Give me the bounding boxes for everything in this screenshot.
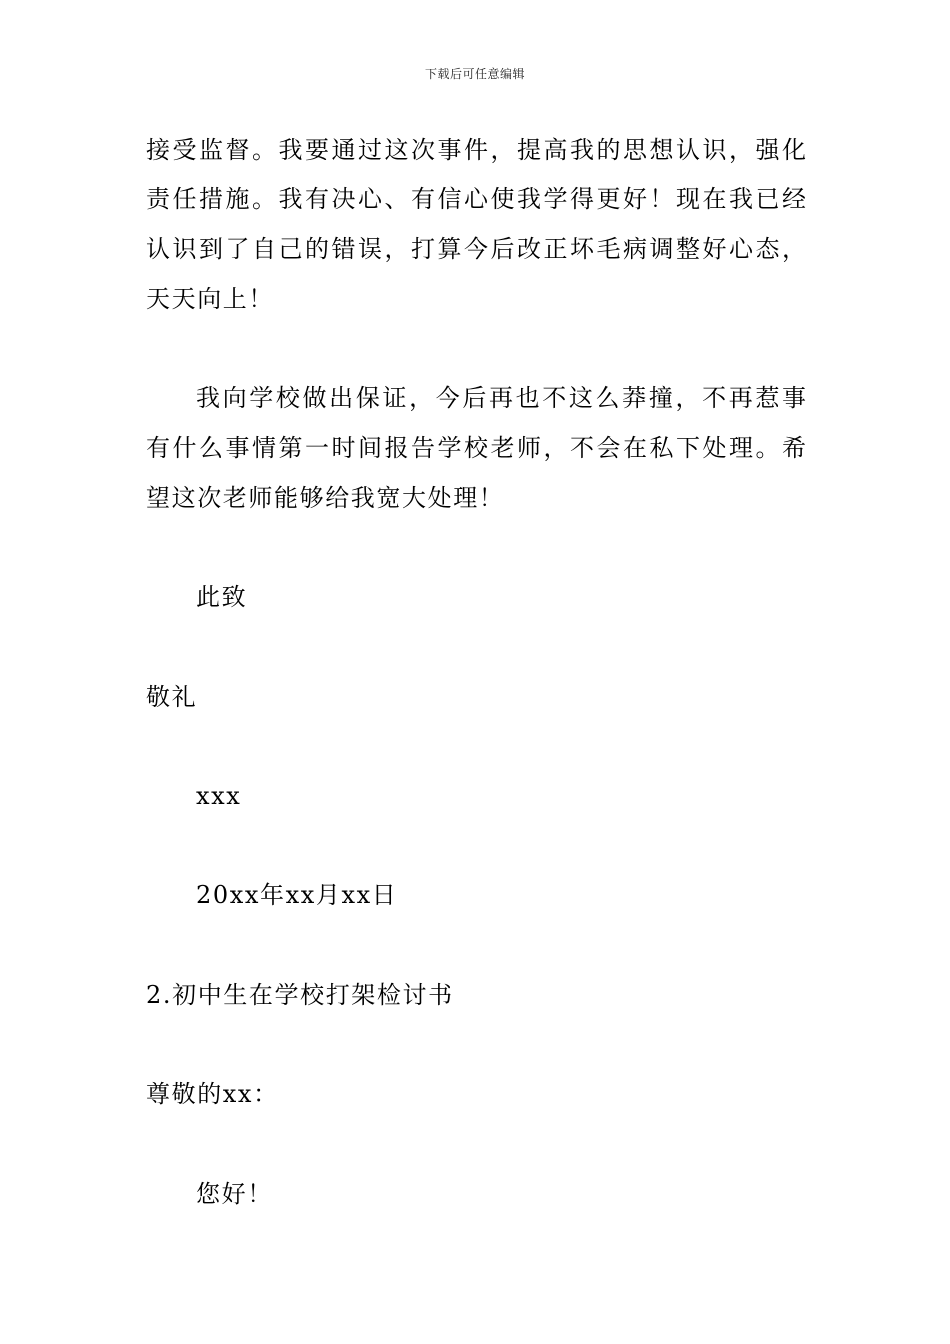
letter-opening: 您好！ [196,1180,273,1208]
page-header-note: 下载后可任意编辑 [424,67,525,81]
paragraph-line: 望这次老师能够给我宽大处理！ [146,484,505,512]
paragraph-line: 接受监督。我要通过这次事件，提高我的思想认识，强化 [146,136,806,164]
paragraph-line: 责任措施。我有决心、有信心使我学得更好！现在我已经 [146,185,806,213]
date: 20xx年xx月xx日 [196,881,398,909]
signature: xxx [196,782,242,810]
closing-regards: 敬礼 [146,683,198,711]
paragraph-line: 天天向上！ [146,285,274,313]
paragraph-line: 我向学校做出保证，今后再也不这么莽撞，不再惹事 [196,384,806,412]
paragraph-line: 认识到了自己的错误，打算今后改正坏毛病调整好心态， [146,235,806,263]
paragraph-line: 有什么事情第一时间报告学校老师，不会在私下处理。希 [146,434,806,462]
letter-greeting: 尊敬的xx： [146,1080,279,1108]
section-title: 2.初中生在学校打架检讨书 [146,981,454,1009]
closing-salutation: 此致 [196,583,248,611]
